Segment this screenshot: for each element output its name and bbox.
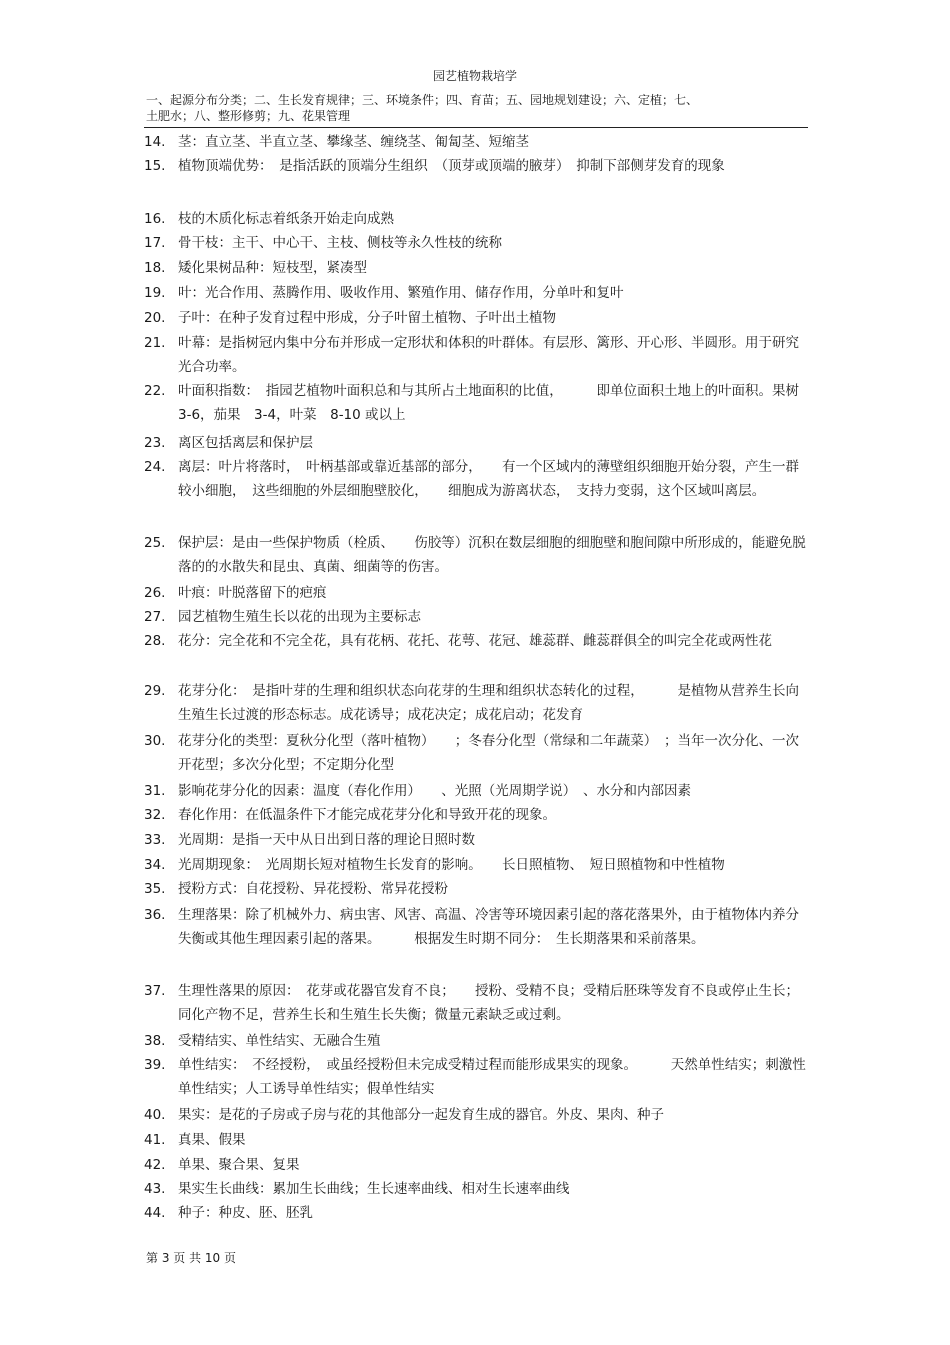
item-text: 生理性落果的原因： 花芽或花器官发育不良； 授粉、受精不良；受精后胚珠等发育不良或停止生长；同化产物不足，营养生长和生殖生长失衡；微量元素缺乏或过剩。 xyxy=(178,983,799,1023)
list-item xyxy=(144,779,808,803)
item-text: 春化作用：在低温条件下才能完成花芽分化和导致开花的现象。 xyxy=(178,807,556,823)
list-item xyxy=(144,629,808,653)
item-text: 光周期现象： 光周期长短对植物生长发育的影响。 长日照植物、 短日照植物和中性植物 xyxy=(178,857,725,873)
list-item xyxy=(144,1103,808,1127)
item-number: 38. xyxy=(144,1033,166,1049)
item-number: 26. xyxy=(144,585,166,601)
list-item xyxy=(144,331,808,379)
list-item xyxy=(144,154,808,178)
list-item xyxy=(144,605,808,629)
list-item xyxy=(144,531,808,579)
list-item xyxy=(144,1128,808,1152)
list-item xyxy=(144,231,808,255)
list-item xyxy=(144,379,813,427)
item-number: 18. xyxy=(144,260,166,276)
list-item xyxy=(144,431,808,455)
item-number: 17. xyxy=(144,235,166,251)
list-item xyxy=(144,903,808,951)
item-text: 矮化果树品种：短枝型，紧凑型 xyxy=(178,260,367,276)
item-text: 叶面积指数： 指园艺植物叶面积总和与其所占土地面积的比值， 即单位面积土地上的叶面积。果树 3-6，茄果 3-4，叶菜 8-10 或以上 xyxy=(178,383,813,423)
item-number: 29. xyxy=(144,683,166,699)
item-number: 37. xyxy=(144,983,166,999)
item-number: 33. xyxy=(144,832,166,848)
list-item xyxy=(144,679,808,727)
list-item xyxy=(144,281,808,305)
item-text: 生理落果：除了机械外力、病虫害、风害、高温、冷害等环境因素引起的落花落果外，由于植物体内养分失衡或其他生理因素引起的落果。 根据发生时期不同分： 生长期落果和采前落果。 xyxy=(178,907,799,947)
item-number: 35. xyxy=(144,881,166,897)
item-text: 叶：光合作用、蒸腾作用、吸收作用、繁殖作用、储存作用，分单叶和复叶 xyxy=(178,285,624,301)
item-number: 36. xyxy=(144,907,166,923)
list-item xyxy=(144,979,808,1027)
item-text: 果实生长曲线：累加生长曲线；生长速率曲线、相对生长速率曲线 xyxy=(178,1181,570,1197)
item-number: 39. xyxy=(144,1057,166,1073)
list-item xyxy=(144,455,808,503)
list-item xyxy=(144,1029,808,1053)
item-number: 25. xyxy=(144,535,166,551)
item-text: 离层：叶片将落时， 叶柄基部或靠近基部的部分， 有一个区域内的薄壁组织细胞开始分裂，产生一群较小细胞， 这些细胞的外层细胞壁胶化， 细胞成为游离状态， 支持力变弱，这个区域叫离层。 xyxy=(178,459,799,499)
item-text: 种子：种皮、胚、胚乳 xyxy=(178,1205,313,1221)
item-number: 24. xyxy=(144,459,166,475)
item-text: 植物顶端优势： 是指活跃的顶端分生组织 （顶芽或顶端的腋芽） 抑制下部侧芽发育的现象 xyxy=(178,158,725,174)
list-item xyxy=(144,1053,808,1101)
item-text: 保护层：是由一些保护物质（栓质、 伤胶等）沉积在数层细胞的细胞壁和胞间隙中所形成的，能避免脱落的的水散失和昆虫、真菌、细菌等的伤害。 xyxy=(178,535,806,575)
list-item xyxy=(144,1201,808,1225)
toc-line-1: 一、起源分布分类；二、生长发育规律；三、环境条件；四、育苗；五、园地规划建设；六、定植；七、 xyxy=(146,93,699,107)
list-item xyxy=(144,877,808,901)
item-number: 15. xyxy=(144,158,166,174)
item-text: 子叶：在种子发育过程中形成，分子叶留土植物、子叶出土植物 xyxy=(178,310,556,326)
item-text: 叶痕：叶脱落留下的疤痕 xyxy=(178,585,327,601)
item-text: 果实：是花的子房或子房与花的其他部分一起发育生成的器官。外皮、果肉、种子 xyxy=(178,1107,664,1123)
item-text: 叶幕：是指树冠内集中分布并形成一定形状和体积的叶群体。有层形、篱形、开心形、半圆形。用于研究光合功率。 xyxy=(178,335,799,375)
item-number: 21. xyxy=(144,335,166,351)
page-number: 第 3 页 共 10 页 xyxy=(146,1251,236,1265)
item-text: 花芽分化的类型：夏秋分化型（落叶植物） ；冬春分化型（常绿和二年蔬菜） ；当年一次分化、一次开花型；多次分化型；不定期分化型 xyxy=(178,733,799,773)
header-divider xyxy=(144,127,808,128)
item-number: 19. xyxy=(144,285,166,301)
item-text: 茎：直立茎、半直立茎、攀缘茎、缠绕茎、匍匐茎、短缩茎 xyxy=(178,134,529,150)
list-item xyxy=(144,729,808,777)
document-title: 园艺植物栽培学 xyxy=(432,69,517,83)
item-number: 34. xyxy=(144,857,166,873)
item-text: 光周期：是指一天中从日出到日落的理论日照时数 xyxy=(178,832,475,848)
item-number: 31. xyxy=(144,783,166,799)
list-item xyxy=(144,853,808,877)
item-text: 花分：完全花和不完全花，具有花柄、花托、花萼、花冠、雄蕊群、雌蕊群俱全的叫完全花或两性花 xyxy=(178,633,772,649)
list-item xyxy=(144,207,808,231)
item-number: 27. xyxy=(144,609,166,625)
item-number: 22. xyxy=(144,383,166,399)
item-text: 授粉方式：自花授粉、异花授粉、常异花授粉 xyxy=(178,881,448,897)
list-item xyxy=(144,130,808,154)
list-item xyxy=(144,803,808,827)
item-text: 花芽分化： 是指叶芽的生理和组织状态向花芽的生理和组织状态转化的过程， 是植物从营养生长向生殖生长过渡的形态标志。成花诱导；成花决定；成花启动；花发育 xyxy=(178,683,799,723)
item-text: 单性结实： 不经授粉， 或虽经授粉但未完成受精过程而能形成果实的现象。 天然单性结实；刺激性单性结实；人工诱导单性结实；假单性结实 xyxy=(178,1057,806,1097)
list-item xyxy=(144,1177,808,1201)
item-number: 16. xyxy=(144,211,166,227)
list-item xyxy=(144,1153,808,1177)
item-number: 14. xyxy=(144,134,166,150)
item-number: 44. xyxy=(144,1205,166,1221)
item-number: 28. xyxy=(144,633,166,649)
list-item xyxy=(144,581,808,605)
item-text: 离区包括离层和保护层 xyxy=(178,435,313,451)
item-number: 20. xyxy=(144,310,166,326)
item-number: 43. xyxy=(144,1181,166,1197)
item-text: 骨干枝：主干、中心干、主枝、侧枝等永久性枝的统称 xyxy=(178,235,502,251)
item-number: 40. xyxy=(144,1107,166,1123)
item-text: 单果、聚合果、复果 xyxy=(178,1157,300,1173)
item-number: 30. xyxy=(144,733,166,749)
item-number: 23. xyxy=(144,435,166,451)
list-item xyxy=(144,306,808,330)
list-item xyxy=(144,828,808,852)
item-text: 受精结实、单性结实、无融合生殖 xyxy=(178,1033,381,1049)
item-text: 园艺植物生殖生长以花的出现为主要标志 xyxy=(178,609,421,625)
item-text: 枝的木质化标志着纸条开始走向成熟 xyxy=(178,211,394,227)
item-number: 32. xyxy=(144,807,166,823)
item-text: 影响花芽分化的因素：温度（春化作用） 、光照（光周期学说） 、水分和内部因素 xyxy=(178,783,691,799)
item-number: 42. xyxy=(144,1157,166,1173)
toc-line-2: 土肥水；八、整形修剪；九、花果管理 xyxy=(146,109,351,123)
item-number: 41. xyxy=(144,1132,166,1148)
list-item xyxy=(144,256,808,280)
item-text: 真果、假果 xyxy=(178,1132,246,1148)
